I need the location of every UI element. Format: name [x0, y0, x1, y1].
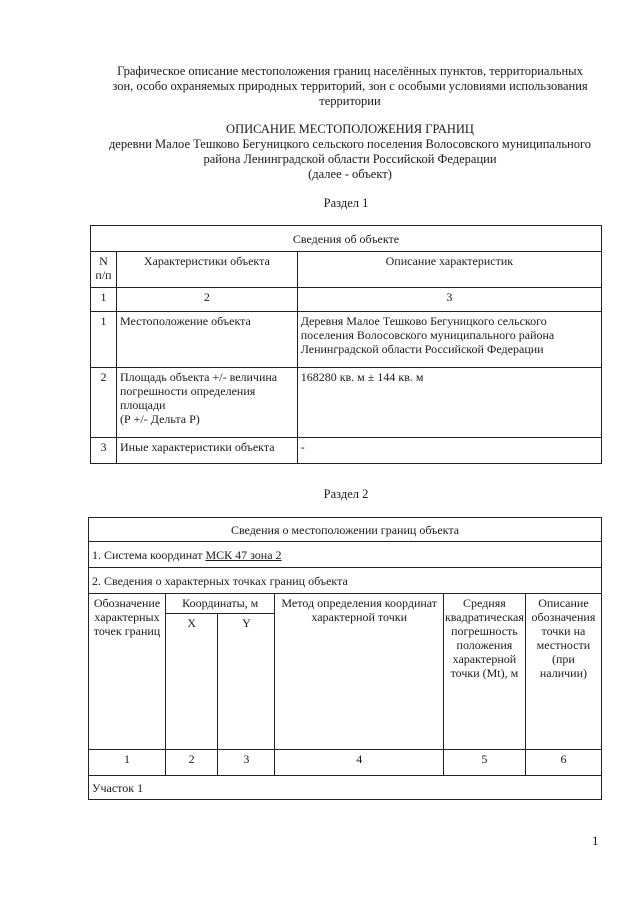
- column-index: 3: [297, 288, 601, 312]
- row-characteristic-formula: (Р +/- Дельта Р): [119, 412, 200, 426]
- coordinate-system-prefix: 1. Система координат: [92, 547, 206, 562]
- column-header-characteristic: Характеристики объекта: [116, 252, 297, 288]
- document-header: [60, 64, 640, 109]
- column-header-y: Y: [218, 614, 275, 750]
- coordinate-system-value: МСК 47 зона 2: [205, 547, 282, 562]
- header-line-2: зон, особо охраняемых природных территорий, зон с особыми условиями использования: [112, 79, 588, 93]
- document-title: [40, 122, 640, 182]
- column-index: 2: [165, 750, 217, 776]
- row-description: -: [297, 438, 601, 464]
- column-index: 6: [525, 750, 601, 776]
- boundary-points-table: [88, 517, 602, 800]
- column-header-number: N п/п: [91, 252, 117, 288]
- header-line-3: территории: [319, 94, 381, 108]
- page-number: 1: [592, 833, 599, 848]
- column-index: 4: [275, 750, 443, 776]
- row-number: 1: [91, 312, 117, 368]
- table-caption: Сведения о местоположении границ объекта: [89, 518, 602, 542]
- column-header-designation: Обозначение характерных точек границ: [89, 594, 166, 750]
- row-description: 168280 кв. м ± 144 кв. м: [297, 368, 601, 438]
- row-characteristic: Иные характеристики объекта: [116, 438, 297, 464]
- table-caption: Сведения об объекте: [91, 226, 602, 252]
- table-row: [91, 312, 602, 368]
- column-index: 1: [89, 750, 166, 776]
- row-number: 3: [91, 438, 117, 464]
- table-row: [91, 438, 602, 464]
- row-number: 2: [91, 368, 117, 438]
- title-line-2: района Ленинградской области Российской Федерации: [203, 152, 497, 166]
- column-header-method: Метод определения координат характерной точки: [275, 594, 443, 750]
- row-characteristic: [116, 368, 297, 438]
- table-row: [91, 368, 602, 438]
- column-header-coordinates: Координаты, м: [165, 594, 275, 614]
- title-main: ОПИСАНИЕ МЕСТОПОЛОЖЕНИЯ ГРАНИЦ: [226, 122, 474, 136]
- section-2-label: Раздел 2: [323, 487, 369, 501]
- title-line-1: деревни Малое Тешково Бегуницкого сельского поселения Волосовского муниципального: [108, 137, 592, 151]
- points-section-title: 2. Сведения о характерных точках границ объекта: [89, 568, 602, 594]
- row-characteristic-text: Площадь объекта +/- величина погрешности определения площади: [119, 370, 278, 412]
- row-characteristic: Местоположение объекта: [116, 312, 297, 368]
- coordinate-system-row: [89, 542, 602, 568]
- title-line-3: (далее - объект): [308, 167, 392, 181]
- column-index: 2: [116, 288, 297, 312]
- plot-label: Участок 1: [89, 776, 602, 800]
- object-info-table: [90, 225, 602, 464]
- column-index: 5: [443, 750, 525, 776]
- row-description: Деревня Малое Тешково Бегуницкого сельского поселения Волосовского муниципального района Ленинградской области Российской Федерации: [297, 312, 601, 368]
- section-1-label: Раздел 1: [323, 196, 369, 210]
- column-header-error: Средняя квадратическая погрешность положения характерной точки (Mt), м: [443, 594, 525, 750]
- column-index: 3: [218, 750, 275, 776]
- column-index: 1: [91, 288, 117, 312]
- header-line-1: Графическое описание местоположения границ населённых пунктов, территориальных: [117, 64, 583, 78]
- column-header-x: X: [165, 614, 217, 750]
- column-header-point-description: Описание обозначения точки на местности (при наличии): [525, 594, 601, 750]
- column-header-description: Описание характеристик: [297, 252, 601, 288]
